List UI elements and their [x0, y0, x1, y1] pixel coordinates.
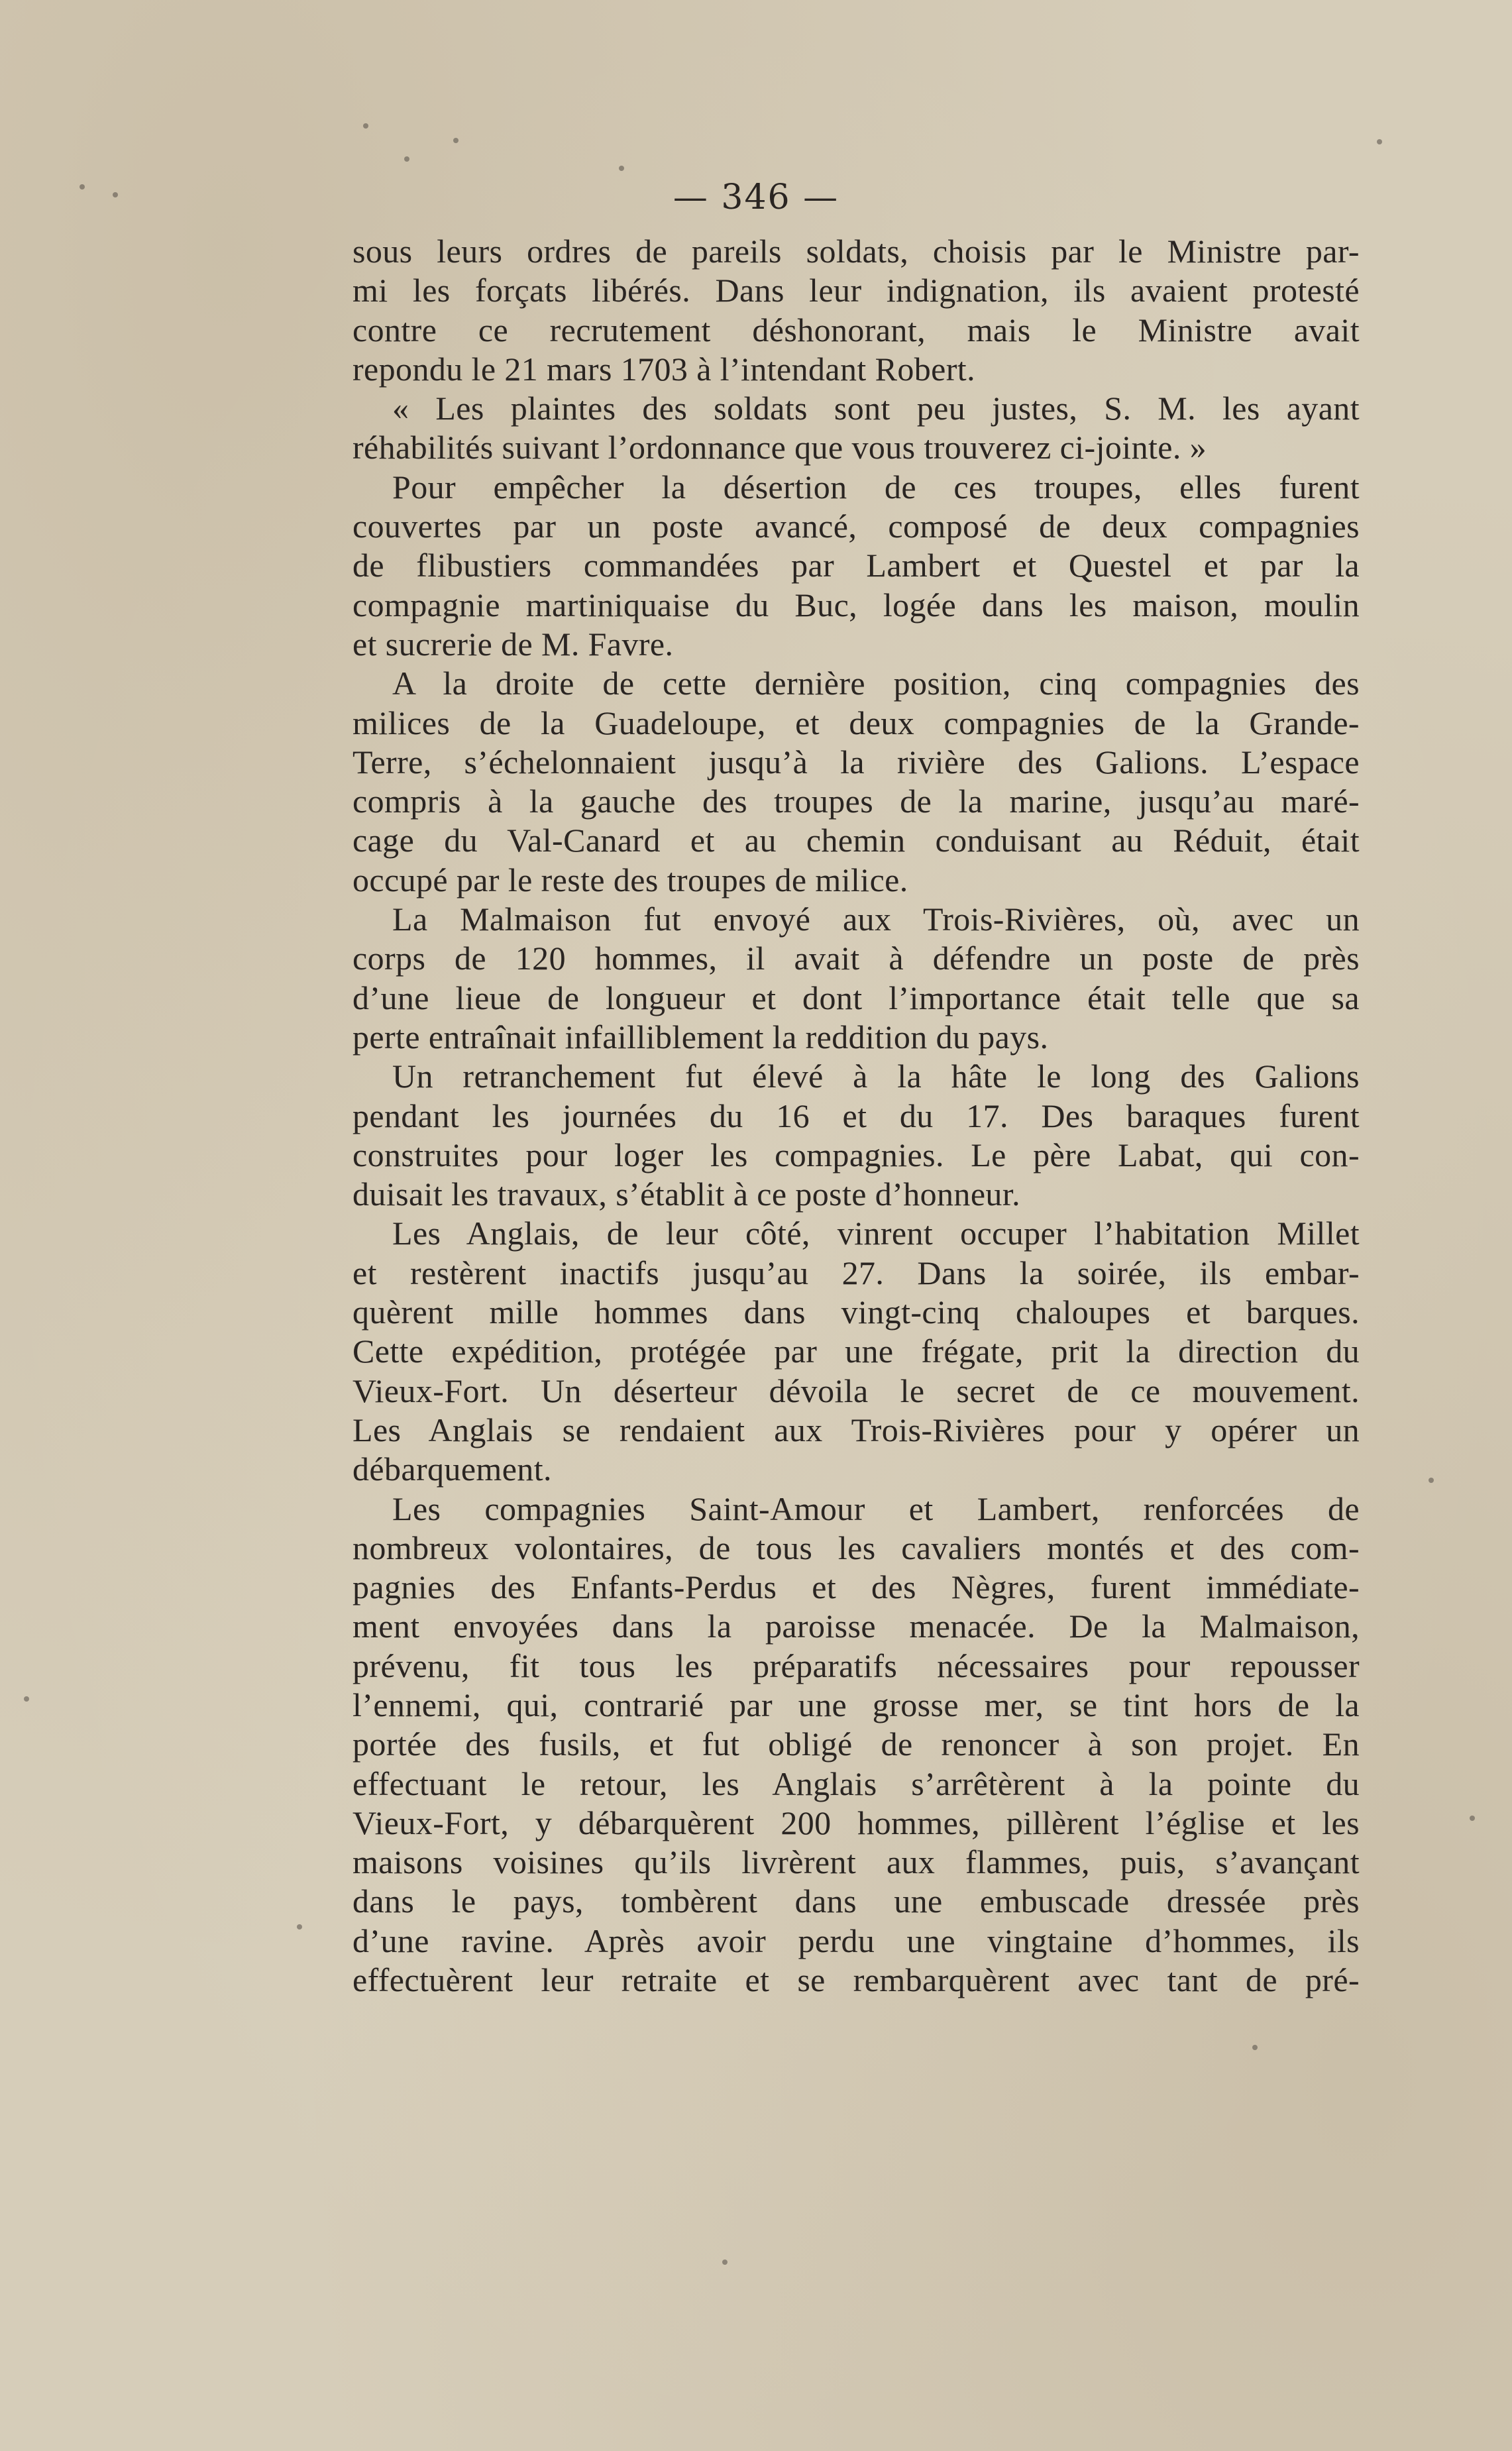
text-line: perte entraînait infailliblement la reddition du pays. [352, 1018, 1049, 1056]
text-line: duisait les travaux, s’établit à ce poste d’honneur. [352, 1175, 1021, 1213]
ink-speck [24, 1696, 29, 1702]
text-line: et sucrerie de M. Favre. [352, 625, 674, 663]
text-line: Un retranchement fut élevé à la hâte le long des Galions [392, 1058, 1360, 1095]
text-line: milices de la Guadeloupe, et deux compagnies de la Grande- [352, 704, 1360, 741]
text-line: cage du Val-Canard et au chemin conduisant au Réduit, était [352, 822, 1360, 859]
text-line: débarquement. [352, 1450, 552, 1488]
text-line: maisons voisines qu’ils livrèrent aux flammes, puis, s’avançant [352, 1843, 1360, 1881]
text-line: d’une lieue de longueur et dont l’importance était telle que sa [352, 979, 1360, 1016]
text-line: couvertes par un poste avancé, composé de deux compagnies [352, 508, 1360, 545]
text-line: Cette expédition, protégée par une frégate, prit la direction du [352, 1333, 1360, 1370]
text-line: réhabilités suivant l’ordonnance que vous trouverez ci-jointe. » [352, 429, 1207, 466]
text-line: prévenu, fit tous les préparatifs nécessaires pour repousser [352, 1647, 1360, 1684]
text-line: compagnie martiniquaise du Buc, logée dans les maison, moulin [352, 586, 1360, 624]
text-line: Terre, s’échelonnaient jusqu’à la rivière des Galions. L’espace [352, 743, 1360, 781]
text-line: mi les forçats libérés. Dans leur indignation, ils avaient protesté [352, 272, 1360, 309]
text-line: l’ennemi, qui, contrarié par une grosse mer, se tint hors de la [352, 1686, 1360, 1723]
text-line: Vieux-Fort. Un déserteur dévoila le secret de ce mouvement. [352, 1372, 1360, 1409]
ink-speck [1377, 139, 1382, 144]
text-line: repondu le 21 mars 1703 à l’intendant Robert. [352, 350, 975, 388]
text-line: et restèrent inactifs jusqu’au 27. Dans la soirée, ils embar- [352, 1254, 1360, 1291]
text-line: sous leurs ordres de pareils soldats, choisis par le Ministre par- [352, 233, 1360, 270]
text-line: construites pour loger les compagnies. Le père Labat, qui con- [352, 1136, 1360, 1173]
text-line: effectuèrent leur retraite et se rembarquèrent avec tant de pré- [352, 1961, 1360, 1999]
text-line: quèrent mille hommes dans vingt-cinq chaloupes et barques. [352, 1293, 1360, 1331]
text-line: Vieux-Fort, y débarquèrent 200 hommes, pillèrent l’église et les [352, 1804, 1360, 1841]
ink-speck [363, 123, 368, 129]
body-text [352, 232, 1360, 2000]
text-line: Les compagnies Saint-Amour et Lambert, renforcées de [392, 1490, 1360, 1527]
text-line: « Les plaintes des soldats sont peu justes, S. M. les ayant [392, 390, 1360, 427]
text-line: Les Anglais, de leur côté, vinrent occuper l’habitation Millet [392, 1215, 1360, 1252]
ink-speck [619, 166, 624, 171]
text-line: ment envoyées dans la paroisse menacée. De la Malmaison, [352, 1607, 1360, 1645]
text-line: de flibustiers commandées par Lambert et Questel et par la [352, 547, 1360, 584]
text-line: A la droite de cette dernière position, cinq compagnies des [392, 665, 1360, 702]
text-line: occupé par le reste des troupes de milice. [352, 861, 908, 899]
ink-speck [297, 1924, 302, 1930]
text-line: nombreux volontaires, de tous les cavaliers montés et des com- [352, 1529, 1360, 1566]
text-line: dans le pays, tombèrent dans une embuscade dressée près [352, 1882, 1360, 1920]
text-line: pagnies des Enfants-Perdus et des Nègres, furent immédiate- [352, 1568, 1360, 1606]
text-line: corps de 120 hommes, il avait à défendre un poste de près [352, 940, 1360, 977]
text-line: Pour empêcher la désertion de ces troupes, elles furent [392, 468, 1360, 506]
page-number: — 346 — [673, 178, 839, 217]
text-line: La Malmaison fut envoyé aux Trois-Rivières, où, avec un [392, 900, 1360, 938]
text-line: pendant les journées du 16 et du 17. Des baraques furent [352, 1097, 1360, 1134]
ink-speck [1470, 1816, 1475, 1821]
text-line: d’une ravine. Après avoir perdu une vingtaine d’hommes, ils [352, 1922, 1360, 1959]
ink-speck [1429, 1478, 1434, 1483]
ink-speck [1252, 2045, 1258, 2050]
text-line: effectuant le retour, les Anglais s’arrêtèrent à la pointe du [352, 1765, 1360, 1802]
text-line: contre ce recrutement déshonorant, mais le Ministre avait [352, 311, 1360, 349]
ink-speck [453, 138, 459, 143]
text-line: compris à la gauche des troupes de la marine, jusqu’au maré- [352, 783, 1360, 820]
text-line: Les Anglais se rendaient aux Trois-Rivières pour y opérer un [352, 1411, 1360, 1448]
ink-speck [722, 2260, 728, 2265]
ink-speck [404, 156, 409, 162]
text-line: portée des fusils, et fut obligé de renoncer à son projet. En [352, 1725, 1360, 1763]
